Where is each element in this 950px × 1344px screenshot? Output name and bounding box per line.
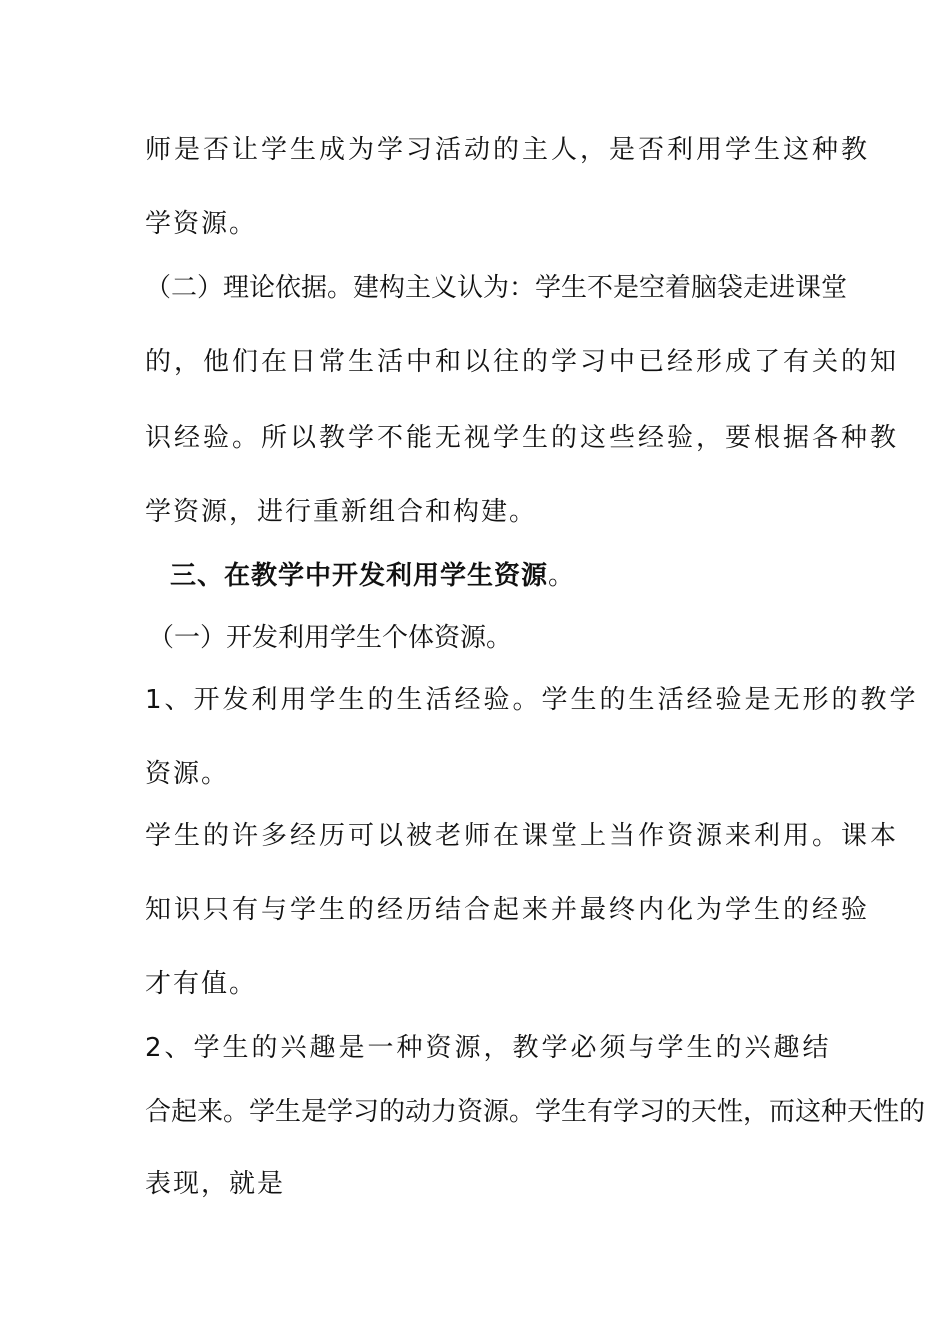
section-heading-period: 。 (548, 561, 576, 591)
paragraph-line: 2、学生的兴趣是一种资源，教学必须与学生的兴趣结 (145, 1033, 832, 1063)
paragraph-line: 知识只有与学生的经历结合起来并最终内化为学生的经验 (145, 895, 871, 925)
paragraph-line: 学资源。 (145, 209, 258, 239)
subsection-heading: （一）开发利用学生个体资源。 (148, 623, 513, 653)
paragraph-line: 的，他们在日常生活中和以往的学习中已经形成了有关的知 (145, 347, 900, 377)
paragraph-line: 才有值。 (145, 969, 258, 999)
paragraph-line: 资源。 (145, 759, 230, 789)
paragraph-line: 识经验。所以教学不能无视学生的这些经验，要根据各种教 (145, 423, 900, 453)
paragraph-line: 学生的许多经历可以被老师在课堂上当作资源来利用。课本 (145, 821, 900, 851)
paragraph-line: 表现，就是 (145, 1169, 286, 1199)
paragraph-line: （二）理论依据。建构主义认为：学生不是空着脑袋走进课堂 (145, 273, 848, 303)
paragraph-line: 学资源，进行重新组合和构建。 (145, 497, 538, 527)
section-heading (170, 558, 840, 594)
paragraph-line: 师是否让学生成为学习活动的主人，是否利用学生这种教 (145, 135, 871, 165)
paragraph-line: 1、开发利用学生的生活经验。学生的生活经验是无形的教学 (145, 685, 919, 715)
paragraph-line: 合起来。学生是学习的动力资源。学生有学习的天性，而这种天性的 (145, 1097, 926, 1127)
section-heading-text: 三、在教学中开发利用学生资源 (170, 561, 549, 591)
